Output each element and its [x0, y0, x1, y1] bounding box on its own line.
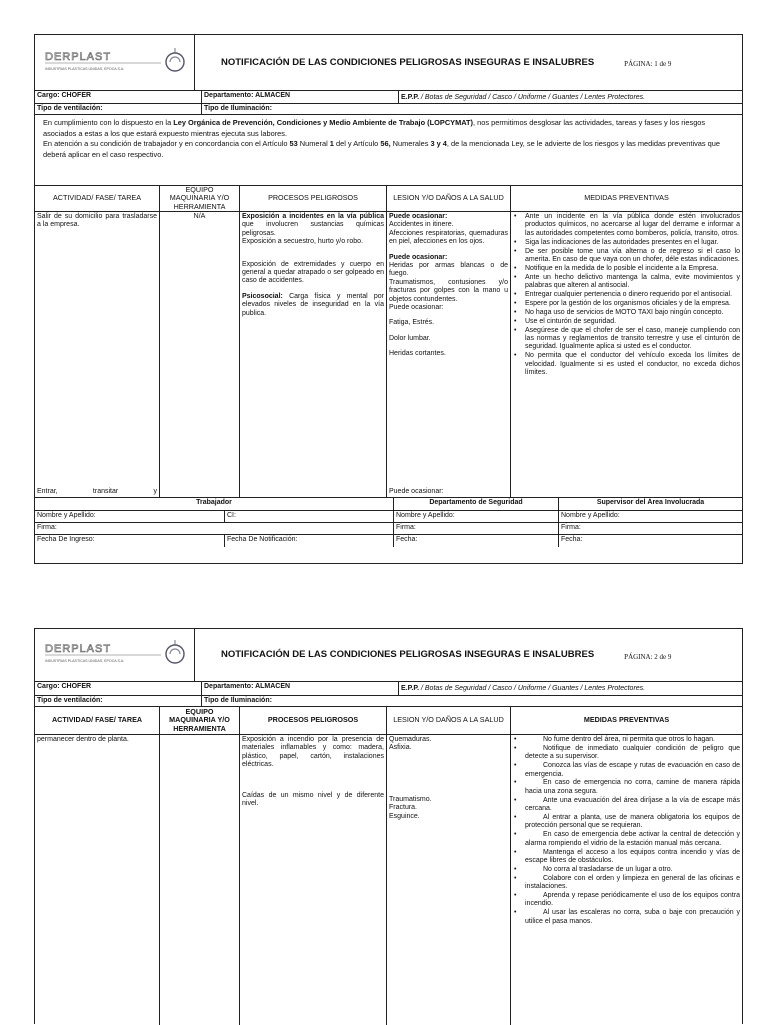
lesion-text: Dolor lumbar.	[389, 334, 431, 342]
header-row	[35, 35, 742, 91]
column-header: ACTIVIDAD/ FASE/ TAREA	[35, 186, 160, 211]
proceso-incidentes: Exposición a incidentes en la vía pública que involucren sustancias químicas peligrosas.	[242, 213, 384, 237]
proceso-secuestro: Exposición a secuestro, hurto y/o robo.	[242, 238, 364, 246]
departamento-field: Departamento: ALMACEN	[202, 91, 399, 103]
medida-item: • Notifique en la medida de lo posible el incidente a la Empresa.	[525, 265, 740, 273]
fecha-field: Fecha:	[561, 536, 583, 543]
column-header: EQUIPO MAQUINARIA Y/O HERRAMIENTA	[160, 707, 240, 734]
iluminacion-field: Tipo de Iluminación:	[204, 105, 272, 112]
ventilacion-row	[35, 104, 742, 115]
actividad-text: permanecer dentro de planta.	[35, 735, 160, 1025]
cargo-row	[35, 682, 742, 696]
departamento-field: Departamento: ALMACEN	[202, 682, 399, 695]
fecha-notificacion-field: Fecha De Notificación:	[225, 535, 394, 547]
proceso-caidas: Caídas de un mismo nivel y de diferente nivel.	[242, 791, 384, 807]
epp-field: E.P.P. / Botas de Seguridad / Casco / Uniforme / Guantes / Lentes Protectores.	[401, 685, 646, 692]
medida-item: • Notifique de inmediato cualquier condición de peligro que detecte a su supervisor.	[525, 745, 740, 762]
table-row	[35, 735, 742, 1025]
actividad-text: Salir de su domicilio para trasladarse a la empresa.	[37, 213, 157, 229]
lesion-text: Heridas por armas blancas o de fuego.	[389, 261, 508, 278]
document-page-1	[34, 34, 743, 564]
lesion-text: Afecciones respiratorias, quemaduras en piel, afecciones en los ojos.	[389, 229, 508, 246]
column-header: MEDIDAS PREVENTIVAS	[583, 715, 670, 725]
svg-text:INDUSTRIAS PLASTICAS UNIDAS, E: INDUSTRIAS PLASTICAS UNIDAS, EPOCA S.A.	[44, 659, 124, 663]
page-number: PÁGINA: 2 de 9	[624, 652, 672, 661]
nombre-field: Nombre y Apellido:	[394, 511, 559, 522]
cargo-row	[35, 91, 742, 104]
ventilacion-row	[35, 696, 742, 707]
nombre-field: Nombre y Apellido:	[561, 512, 620, 519]
medida-item: • Use el cinturón de seguridad.	[525, 318, 740, 326]
column-header: MEDIDAS PREVENTIVAS	[584, 193, 669, 203]
lesion-text: Asfixia.	[389, 744, 412, 752]
supervisor-header: Supervisor del Área Involucrada	[596, 499, 705, 506]
document-title: NOTIFICACIÓN DE LAS CONDICIONES PELIGROSAS INSEGURAS E INSALUBRES	[221, 649, 595, 661]
column-header: PROCESOS PELIGROSOS	[240, 707, 387, 734]
lesion-text: Traumatismos, contusiones y/o fracturas por golpes con la mano u objetos contundentes.	[389, 278, 508, 303]
medida-item: • Asegúrese de que el chofer de ser el caso, maneje cumpliendo con las normas y reglamentos de transito terrestre y use el cinturón de seguridad. Igualmente aplica si usted es el conductor.	[525, 327, 740, 352]
lesion-title: Puede ocasionar:	[389, 253, 448, 261]
medida-item: • Al usar las escaleras no corra, suba o baje con precaución y utilice el pasa manos.	[525, 909, 740, 926]
medida-item: • Conozca las vías de escape y rutas de evacuación en caso de emergencia.	[525, 762, 740, 779]
svg-text:DERPLAST: DERPLAST	[44, 50, 111, 63]
signature-row	[35, 523, 742, 535]
lesion-text: Esguince.	[389, 812, 420, 820]
column-header: LESION Y/O DAÑOS A LA SALUD	[387, 707, 511, 734]
header-row	[35, 629, 742, 682]
medida-item: • No permita que el conductor del vehículo exceda los límites de velocidad. Igualmente si es usted el conductor, no exceda dichos límites.	[525, 352, 740, 377]
column-header: LESION Y/O DAÑOS A LA SALUD	[387, 186, 511, 211]
medida-item: • Ante un hecho delictivo mantenga la calma, evite movimientos y palabras que alteren al antisocial.	[525, 274, 740, 291]
table-row	[35, 212, 742, 498]
lesion-text: Fractura.	[389, 804, 418, 812]
table-header-row	[35, 707, 742, 735]
svg-text:DERPLAST: DERPLAST	[44, 643, 111, 655]
iluminacion-field: Tipo de Iluminación:	[204, 697, 272, 704]
company-logo	[35, 35, 195, 90]
firma-field: Firma:	[394, 523, 559, 534]
medida-item: • No fume dentro del área, ni permita que otros lo hagan.	[525, 736, 740, 744]
column-header: PROCESOS PELIGROSOS	[240, 186, 387, 211]
lesion-text: Traumatismo.	[389, 795, 432, 803]
medida-item: • Ante una evacuación del área diríjase a la vía de escape más cercana.	[525, 797, 740, 814]
signature-row	[35, 535, 742, 547]
medidas-list	[513, 213, 740, 377]
epp-field: E.P.P. / Botas de Seguridad / Casco / Uniforme / Guantes / Lentes Protectores.	[401, 94, 646, 101]
medida-item: • Mantenga el acceso a los equipos contra incendio y vías de escape libres de obstáculos.	[525, 849, 740, 866]
proceso-psicosocial: Psicosocial: Carga física y mental por elevados niveles de inseguridad en la vía publica.	[242, 292, 384, 317]
ci-field: CI:	[225, 511, 394, 522]
lesion-text: Fatiga, Estrés.	[389, 319, 435, 327]
equipo-text: N/A	[160, 212, 240, 497]
intro-paragraph-1: En cumplimiento con lo dispuesto en la Ley Orgánica de Prevención, Condiciones y Medio Ambiente de Trabajo (LOPCYMAT), nos permitimos desglosar las actividades, tareas y fases y los riesgos asociados a estas a los que estará expuesto mientras ejecuta sus labores.	[43, 118, 706, 138]
intro-paragraph-2: En atención a su condición de trabajador y en concordancia con el Artículo 53 Numeral 1 del y Artículo 56, Numerales 3 y 4, de la mencionada Ley, se le advierte de los riesgos y las medidas preventivas que deberá aplicar en el caso respectivo.	[43, 139, 720, 160]
derplast-logo-icon	[41, 46, 189, 80]
medida-item: • No corra al trasladarse de un lugar a otro.	[525, 866, 740, 874]
signature-row	[35, 511, 742, 523]
seguridad-header: Departamento de Seguridad	[394, 498, 559, 510]
ventilacion-field: Tipo de ventilación:	[35, 104, 202, 114]
document-title: NOTIFICACIÓN DE LAS CONDICIONES PELIGROSAS INSEGURAS E INSALUBRES	[221, 56, 595, 68]
medida-item: • Entregar cualquier pertenencia o dinero requerido por el antisocial.	[525, 291, 740, 299]
intro-row	[35, 115, 742, 186]
document-page-2	[34, 628, 743, 1024]
medida-item: • Ante un incidente en la vía pública donde estén involucrados productos químicos, no acercarse al lugar del derrame e informar a las autoridades competentes como bomberos, policía, transito, otros.	[525, 213, 740, 238]
medida-item: • Al entrar a planta, use de manera obligatoria los equipos de protección personal que se requieran.	[525, 814, 740, 831]
medidas-list	[513, 736, 740, 926]
nombre-field: Nombre y Apellido:	[35, 511, 225, 522]
medida-item: • Colabore con el orden y limpieza en general de las oficinas e instalaciones.	[525, 875, 740, 892]
svg-text:INDUSTRIAS PLASTICAS UNIDAS, E: INDUSTRIAS PLASTICAS UNIDAS, EPOCA S.A.	[44, 66, 124, 71]
proceso-extremidades: Exposición de extremidades y cuerpo en general a quedar atrapado o ser golpeado en caso de accidentes.	[242, 260, 384, 285]
lesion-text: Accidentes in itinere.	[389, 221, 454, 229]
ventilacion-field: Tipo de ventilación:	[35, 696, 202, 706]
lesion-text: Heridas cortantes.	[389, 350, 446, 358]
medida-item: • No haga uso de servicios de MOTO TAXI bajo ningún concepto.	[525, 309, 740, 317]
medida-item: • Espere por la gestión de los organismos oficiales y de la empresa.	[525, 300, 740, 308]
medida-item: • En caso de emergencia no corra, camine de manera rápida hacia una zona segura.	[525, 779, 740, 796]
medida-item: • Aprenda y repase periódicamente el uso de los equipos contra incendio.	[525, 892, 740, 909]
derplast-logo-icon	[41, 638, 189, 672]
medida-item: • En caso de emergencia debe activar la central de detección y alarma rompiendo el vidrio de la estación manual más cercana.	[525, 831, 740, 848]
firma-field: Firma:	[561, 524, 581, 531]
cargo-field: Cargo: CHOFER	[35, 91, 202, 103]
fecha-ingreso-field: Fecha De Ingreso:	[35, 535, 225, 547]
lesion-text: Puede ocasionar:	[389, 303, 444, 311]
lesion-continued: Puede ocasionar:	[389, 487, 444, 495]
column-header: EQUIPO MAQUINARIA Y/O HERRAMIENTA	[160, 186, 240, 211]
signature-header-row	[35, 498, 742, 511]
trabajador-header: Trabajador	[35, 498, 394, 510]
actividad-continued: Entrar, transitar y	[37, 487, 157, 495]
column-header: ACTIVIDAD/ FASE/ TAREA	[35, 707, 160, 734]
firma-field: Firma:	[35, 523, 394, 534]
page-number: PÁGINA: 1 de 9	[624, 60, 672, 69]
proceso-incendio: Exposición a incendio por la presencia de materiales inflamables y como: madera, plástico, papel, cartón, instalaciones eléctricas.	[242, 736, 384, 769]
lesion-text: Quemaduras.	[389, 736, 432, 743]
lesion-title: Puede ocasionar:	[389, 213, 448, 220]
medida-item: • De ser posible tome una vía alterna o de regreso si el caso lo amerita. En caso de que vaya con un chofer, déle estas indicaciones.	[525, 248, 740, 265]
table-header-row	[35, 186, 742, 212]
fecha-field: Fecha:	[394, 535, 559, 547]
medida-item: • Siga las indicaciones de las autoridades presentes en el lugar.	[525, 239, 740, 247]
company-logo	[35, 629, 195, 681]
cargo-field: Cargo: CHOFER	[35, 682, 202, 695]
